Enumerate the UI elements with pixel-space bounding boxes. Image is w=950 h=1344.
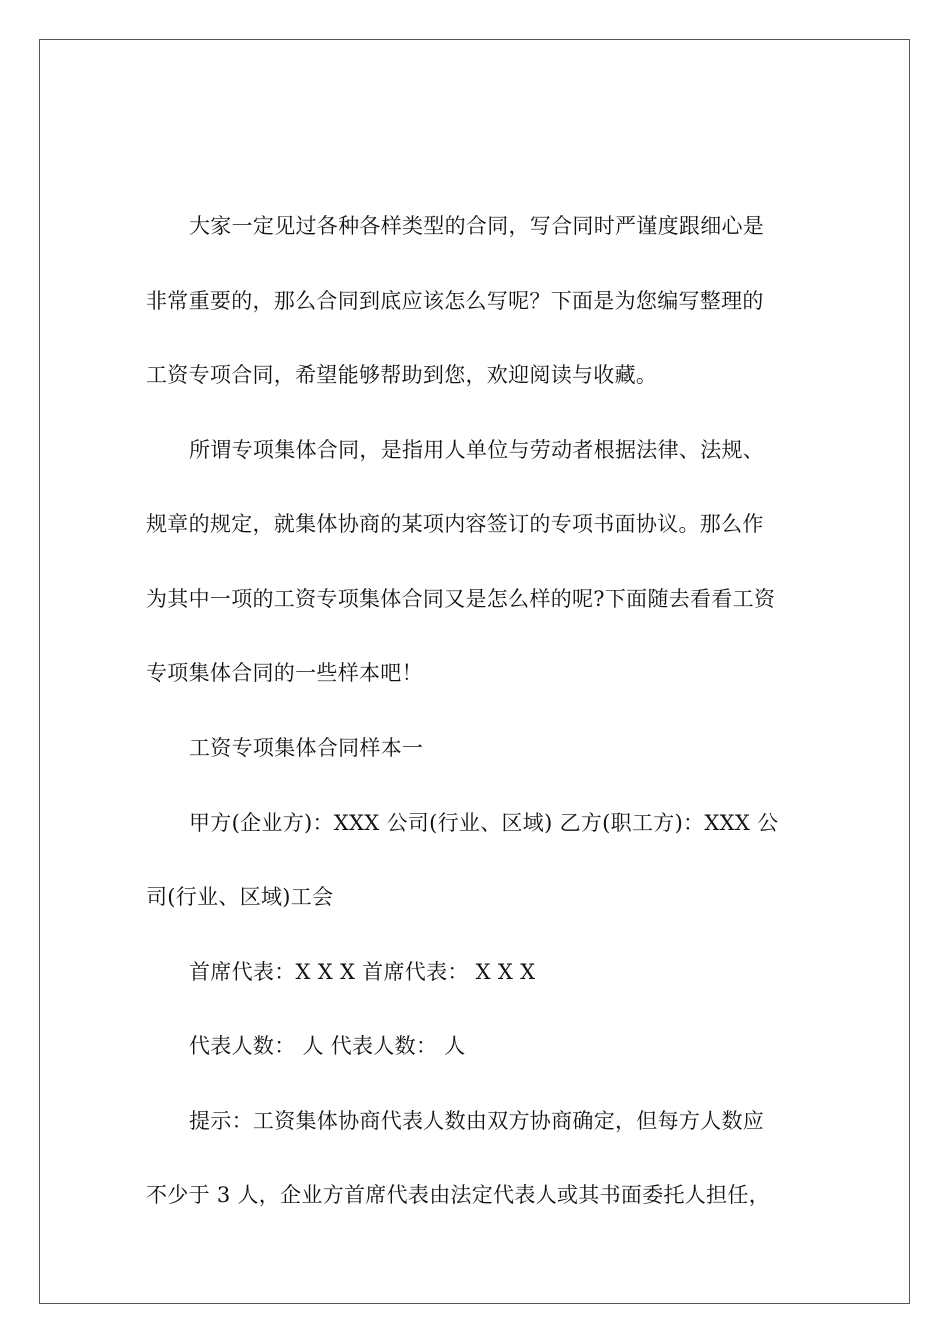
parties-line-1: 甲方(企业方)：XXX 公司(行业、区域) 乙方(职工方)：XXX 公 — [189, 811, 779, 835]
section-heading: 工资专项集体合同样本一 — [189, 736, 424, 760]
representative-count-line: 代表人数： 人 代表人数： 人 — [189, 1034, 466, 1058]
chief-representative-line: 首席代表：X X X 首席代表： X X X — [189, 960, 536, 984]
paragraph-definition-line-1: 所谓专项集体合同，是指用人单位与劳动者根据法律、法规、 — [189, 438, 765, 462]
note-line-2: 不少于 3 人，企业方首席代表由法定代表人或其书面委托人担任， — [146, 1183, 771, 1207]
paragraph-intro-line-1: 大家一定见过各种各样类型的合同，写合同时严谨度跟细心是 — [189, 214, 765, 238]
paragraph-definition-line-4: 专项集体合同的一些样本吧！ — [146, 661, 423, 685]
paragraph-definition-line-3: 为其中一项的工资专项集体合同又是怎么样的呢?下面随去看看工资 — [146, 587, 776, 611]
parties-line-2: 司(行业、区域)工会 — [146, 885, 334, 909]
paragraph-intro-line-2: 非常重要的，那么合同到底应该怎么写呢？下面是为您编写整理的 — [146, 289, 764, 313]
paragraph-definition-line-2: 规章的规定，就集体协商的某项内容签订的专项书面协议。那么作 — [146, 512, 764, 536]
paragraph-intro-line-3: 工资专项合同，希望能够帮助到您，欢迎阅读与收藏。 — [146, 363, 658, 387]
note-line-1: 提示：工资集体协商代表人数由双方协商确定，但每方人数应 — [189, 1109, 765, 1133]
